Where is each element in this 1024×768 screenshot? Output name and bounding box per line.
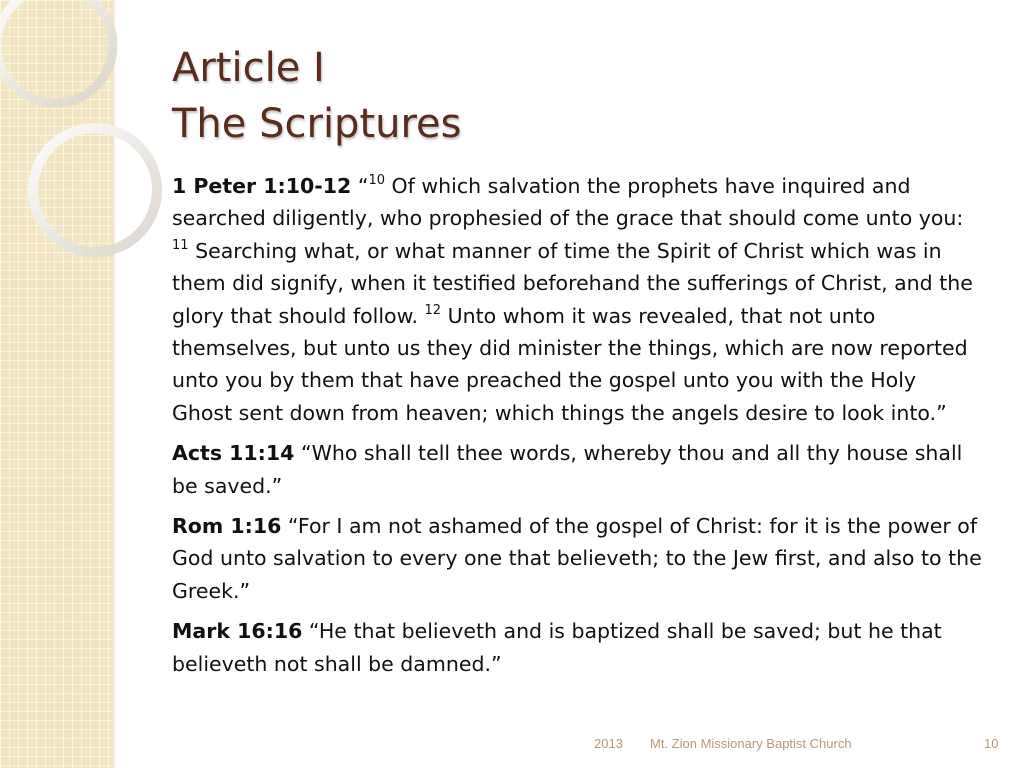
- decorative-ring-top: [0, 0, 113, 103]
- decorative-rings: [0, 0, 180, 300]
- verse-number: 11: [172, 237, 189, 253]
- scripture-reference: Mark 16:16: [172, 619, 303, 644]
- passage-romans: [172, 510, 982, 607]
- footer-year: 2013: [594, 736, 623, 751]
- passage-acts: [172, 437, 982, 502]
- scripture-content: [172, 170, 982, 688]
- scripture-reference: Rom 1:16: [172, 514, 282, 539]
- verse-text: “For I am not ashamed of the gospel of Christ: for it is the power of God unto salvation to every one that believeth; to the Jew first, and also to the Greek.”: [172, 514, 982, 603]
- passage-mark: [172, 615, 982, 680]
- verse-open-quote: “: [357, 174, 369, 198]
- slide-number: 10: [984, 736, 999, 751]
- verse-text: “Who shall tell thee words, whereby thou and all thy house shall be saved.”: [172, 441, 963, 498]
- slide-title: [172, 40, 462, 152]
- verse-text: Searching what, or what manner of time the Spirit of Christ which was in them did signify, when it testified beforehand the sufferings of Christ, and the glory that should follow.: [172, 238, 973, 328]
- scripture-reference: Acts 11:14: [172, 441, 295, 466]
- scripture-reference: 1 Peter 1:10-12: [172, 174, 352, 198]
- title-line-1: Article I: [172, 45, 325, 91]
- verse-number: 10: [368, 173, 386, 189]
- decorative-ring-middle: [33, 128, 157, 252]
- footer-church-name: Mt. Zion Missionary Baptist Church: [650, 736, 852, 751]
- verse-number: 12: [424, 302, 442, 318]
- passage-1-peter: [172, 170, 982, 429]
- verse-text: Of which salvation the prophets have inquired and searched diligently, who prophesied of the grace that should come unto you:: [172, 174, 964, 231]
- verse-text: Unto whom it was revealed, that not unto themselves, but unto us they did minister the things, which are now reported unto you by them that have preached the gospel unto you with the Holy Ghost sent down from heaven; which things the angels desire to look into.”: [172, 303, 968, 425]
- title-line-2: The Scriptures: [172, 101, 462, 147]
- verse-text: “He that believeth and is baptized shall be saved; but he that believeth not shall be damned.”: [172, 619, 942, 676]
